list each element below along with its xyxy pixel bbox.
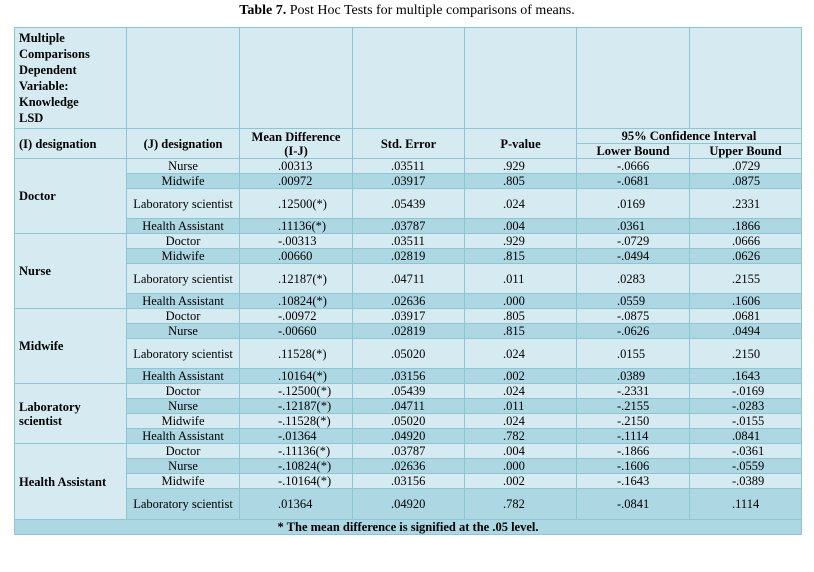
p-value-cell: .024 xyxy=(465,189,577,219)
table-caption xyxy=(0,3,814,19)
caption-text: Post Hoc Tests for multiple comparisons of means. xyxy=(286,3,575,18)
mean-difference-cell: -.10164(*) xyxy=(240,474,353,489)
table-title xyxy=(15,28,127,129)
lower-bound-cell: .0283 xyxy=(577,264,690,294)
mean-difference-cell: -.12500(*) xyxy=(240,384,353,399)
j-designation-cell: Health Assistant xyxy=(127,369,240,384)
mean-difference-cell: -.10824(*) xyxy=(240,459,353,474)
lower-bound-cell: -.0666 xyxy=(577,159,690,174)
std-error-cell: .03787 xyxy=(353,444,465,459)
table-row xyxy=(15,414,802,429)
table-row xyxy=(15,189,802,219)
table-title-line: Multiple xyxy=(19,31,65,45)
mean-difference-cell: .00660 xyxy=(240,249,353,264)
header-p-value: P-value xyxy=(465,129,577,159)
std-error-cell: .03917 xyxy=(353,309,465,324)
mean-difference-cell: .10824(*) xyxy=(240,294,353,309)
mean-difference-cell: .00972 xyxy=(240,174,353,189)
table-title-line: LSD xyxy=(19,111,44,125)
p-value-cell: .004 xyxy=(465,444,577,459)
header-upper-bound: Upper Bound xyxy=(690,144,802,159)
mean-difference-cell: .10164(*) xyxy=(240,369,353,384)
table-row xyxy=(15,309,802,324)
table-title-line: Dependent xyxy=(19,63,77,77)
std-error-cell: .03156 xyxy=(353,369,465,384)
lower-bound-cell: -.0841 xyxy=(577,489,690,520)
p-value-cell: .782 xyxy=(465,489,577,520)
table-title-line: Comparisons xyxy=(19,47,90,61)
mean-difference-cell: .12500(*) xyxy=(240,189,353,219)
lower-bound-cell: -.0626 xyxy=(577,324,690,339)
lower-bound-cell: -.1114 xyxy=(577,429,690,444)
mean-difference-cell: -.00972 xyxy=(240,309,353,324)
group-label: Health Assistant xyxy=(15,444,127,520)
caption-label: Table 7. xyxy=(239,3,287,18)
p-value-cell: .805 xyxy=(465,174,577,189)
j-designation-cell: Laboratory scientist xyxy=(127,489,240,520)
upper-bound-cell: -.0559 xyxy=(690,459,802,474)
post-hoc-table xyxy=(14,27,802,535)
group-label: Midwife xyxy=(15,309,127,384)
p-value-cell: .024 xyxy=(465,339,577,369)
p-value-cell: .011 xyxy=(465,264,577,294)
header-lower-bound: Lower Bound xyxy=(577,144,690,159)
upper-bound-cell: -.0283 xyxy=(690,399,802,414)
lower-bound-cell: -.1643 xyxy=(577,474,690,489)
mean-difference-cell: .00313 xyxy=(240,159,353,174)
std-error-cell: .02636 xyxy=(353,294,465,309)
p-value-cell: .000 xyxy=(465,294,577,309)
upper-bound-cell: .1606 xyxy=(690,294,802,309)
upper-bound-cell: .1866 xyxy=(690,219,802,234)
std-error-cell: .05439 xyxy=(353,384,465,399)
j-designation-cell: Nurse xyxy=(127,324,240,339)
std-error-cell: .03511 xyxy=(353,159,465,174)
j-designation-cell: Nurse xyxy=(127,459,240,474)
table-row xyxy=(15,474,802,489)
table-row xyxy=(15,444,802,459)
p-value-cell: .002 xyxy=(465,369,577,384)
table-row xyxy=(15,219,802,234)
mean-difference-cell: .01364 xyxy=(240,489,353,520)
p-value-cell: .815 xyxy=(465,324,577,339)
j-designation-cell: Health Assistant xyxy=(127,219,240,234)
table-row xyxy=(15,339,802,369)
lower-bound-cell: -.0729 xyxy=(577,234,690,249)
mean-difference-cell: .12187(*) xyxy=(240,264,353,294)
header-j-designation: (J) designation xyxy=(127,129,240,159)
mean-difference-cell: -.12187(*) xyxy=(240,399,353,414)
std-error-cell: .02819 xyxy=(353,324,465,339)
table-row xyxy=(15,159,802,174)
upper-bound-cell: .0626 xyxy=(690,249,802,264)
header-confidence-interval: 95% Confidence Interval xyxy=(577,129,802,144)
std-error-cell: .03917 xyxy=(353,174,465,189)
table-row xyxy=(15,384,802,399)
upper-bound-cell: -.0389 xyxy=(690,474,802,489)
table-row xyxy=(15,249,802,264)
table-row xyxy=(15,264,802,294)
table-row xyxy=(15,369,802,384)
p-value-cell: .011 xyxy=(465,399,577,414)
upper-bound-cell: .2155 xyxy=(690,264,802,294)
j-designation-cell: Midwife xyxy=(127,174,240,189)
lower-bound-cell: -.1866 xyxy=(577,444,690,459)
upper-bound-cell: .2331 xyxy=(690,189,802,219)
group-label: Laboratory scientist xyxy=(15,384,127,444)
j-designation-cell: Laboratory scientist xyxy=(127,339,240,369)
lower-bound-cell: -.0875 xyxy=(577,309,690,324)
upper-bound-cell: .0494 xyxy=(690,324,802,339)
group-label: Doctor xyxy=(15,159,127,234)
std-error-cell: .03787 xyxy=(353,219,465,234)
j-designation-cell: Laboratory scientist xyxy=(127,264,240,294)
upper-bound-cell: .0841 xyxy=(690,429,802,444)
lower-bound-cell: .0361 xyxy=(577,219,690,234)
j-designation-cell: Health Assistant xyxy=(127,429,240,444)
table-row xyxy=(15,399,802,414)
lower-bound-cell: .0389 xyxy=(577,369,690,384)
mean-difference-cell: -.00313 xyxy=(240,234,353,249)
header-mean-difference: Mean Difference (I-J) xyxy=(240,129,353,159)
j-designation-cell: Doctor xyxy=(127,444,240,459)
upper-bound-cell: .1114 xyxy=(690,489,802,520)
mean-difference-cell: -.11528(*) xyxy=(240,414,353,429)
std-error-cell: .02636 xyxy=(353,459,465,474)
lower-bound-cell: -.0494 xyxy=(577,249,690,264)
p-value-cell: .024 xyxy=(465,414,577,429)
std-error-cell: .05439 xyxy=(353,189,465,219)
j-designation-cell: Doctor xyxy=(127,309,240,324)
group-label: Nurse xyxy=(15,234,127,309)
upper-bound-cell: -.0361 xyxy=(690,444,802,459)
j-designation-cell: Doctor xyxy=(127,234,240,249)
lower-bound-cell: .0155 xyxy=(577,339,690,369)
std-error-cell: .02819 xyxy=(353,249,465,264)
std-error-cell: .04920 xyxy=(353,489,465,520)
lower-bound-cell: -.2150 xyxy=(577,414,690,429)
std-error-cell: .04711 xyxy=(353,399,465,414)
mean-difference-cell: -.01364 xyxy=(240,429,353,444)
mean-difference-cell: .11528(*) xyxy=(240,339,353,369)
upper-bound-cell: .0681 xyxy=(690,309,802,324)
table-row xyxy=(15,459,802,474)
table-row xyxy=(15,429,802,444)
footnote: * The mean difference is signified at the .05 level. xyxy=(15,520,802,535)
j-designation-cell: Midwife xyxy=(127,474,240,489)
table-row xyxy=(15,174,802,189)
j-designation-cell: Health Assistant xyxy=(127,294,240,309)
j-designation-cell: Midwife xyxy=(127,249,240,264)
lower-bound-cell: -.1606 xyxy=(577,459,690,474)
std-error-cell: .05020 xyxy=(353,414,465,429)
std-error-cell: .04711 xyxy=(353,264,465,294)
mean-difference-cell: -.11136(*) xyxy=(240,444,353,459)
p-value-cell: .782 xyxy=(465,429,577,444)
p-value-cell: .805 xyxy=(465,309,577,324)
std-error-cell: .05020 xyxy=(353,339,465,369)
upper-bound-cell: -.0169 xyxy=(690,384,802,399)
upper-bound-cell: -.0155 xyxy=(690,414,802,429)
lower-bound-cell: .0559 xyxy=(577,294,690,309)
mean-difference-cell: .11136(*) xyxy=(240,219,353,234)
p-value-cell: .815 xyxy=(465,249,577,264)
std-error-cell: .03511 xyxy=(353,234,465,249)
upper-bound-cell: .2150 xyxy=(690,339,802,369)
table-title-line: Knowledge xyxy=(19,95,79,109)
upper-bound-cell: .0666 xyxy=(690,234,802,249)
mean-difference-cell: -.00660 xyxy=(240,324,353,339)
p-value-cell: .929 xyxy=(465,159,577,174)
table-row xyxy=(15,324,802,339)
std-error-cell: .03156 xyxy=(353,474,465,489)
p-value-cell: .002 xyxy=(465,474,577,489)
j-designation-cell: Doctor xyxy=(127,384,240,399)
table-row xyxy=(15,294,802,309)
j-designation-cell: Laboratory scientist xyxy=(127,189,240,219)
header-i-designation: (I) designation xyxy=(15,129,127,159)
table-row xyxy=(15,489,802,520)
std-error-cell: .04920 xyxy=(353,429,465,444)
table-title-line: Variable: xyxy=(19,79,69,93)
p-value-cell: .000 xyxy=(465,459,577,474)
p-value-cell: .929 xyxy=(465,234,577,249)
upper-bound-cell: .0875 xyxy=(690,174,802,189)
j-designation-cell: Midwife xyxy=(127,414,240,429)
table-row xyxy=(15,234,802,249)
p-value-cell: .004 xyxy=(465,219,577,234)
upper-bound-cell: .1643 xyxy=(690,369,802,384)
upper-bound-cell: .0729 xyxy=(690,159,802,174)
lower-bound-cell: -.0681 xyxy=(577,174,690,189)
j-designation-cell: Nurse xyxy=(127,159,240,174)
header-std-error: Std. Error xyxy=(353,129,465,159)
j-designation-cell: Nurse xyxy=(127,399,240,414)
p-value-cell: .024 xyxy=(465,384,577,399)
lower-bound-cell: -.2331 xyxy=(577,384,690,399)
lower-bound-cell: -.2155 xyxy=(577,399,690,414)
lower-bound-cell: .0169 xyxy=(577,189,690,219)
